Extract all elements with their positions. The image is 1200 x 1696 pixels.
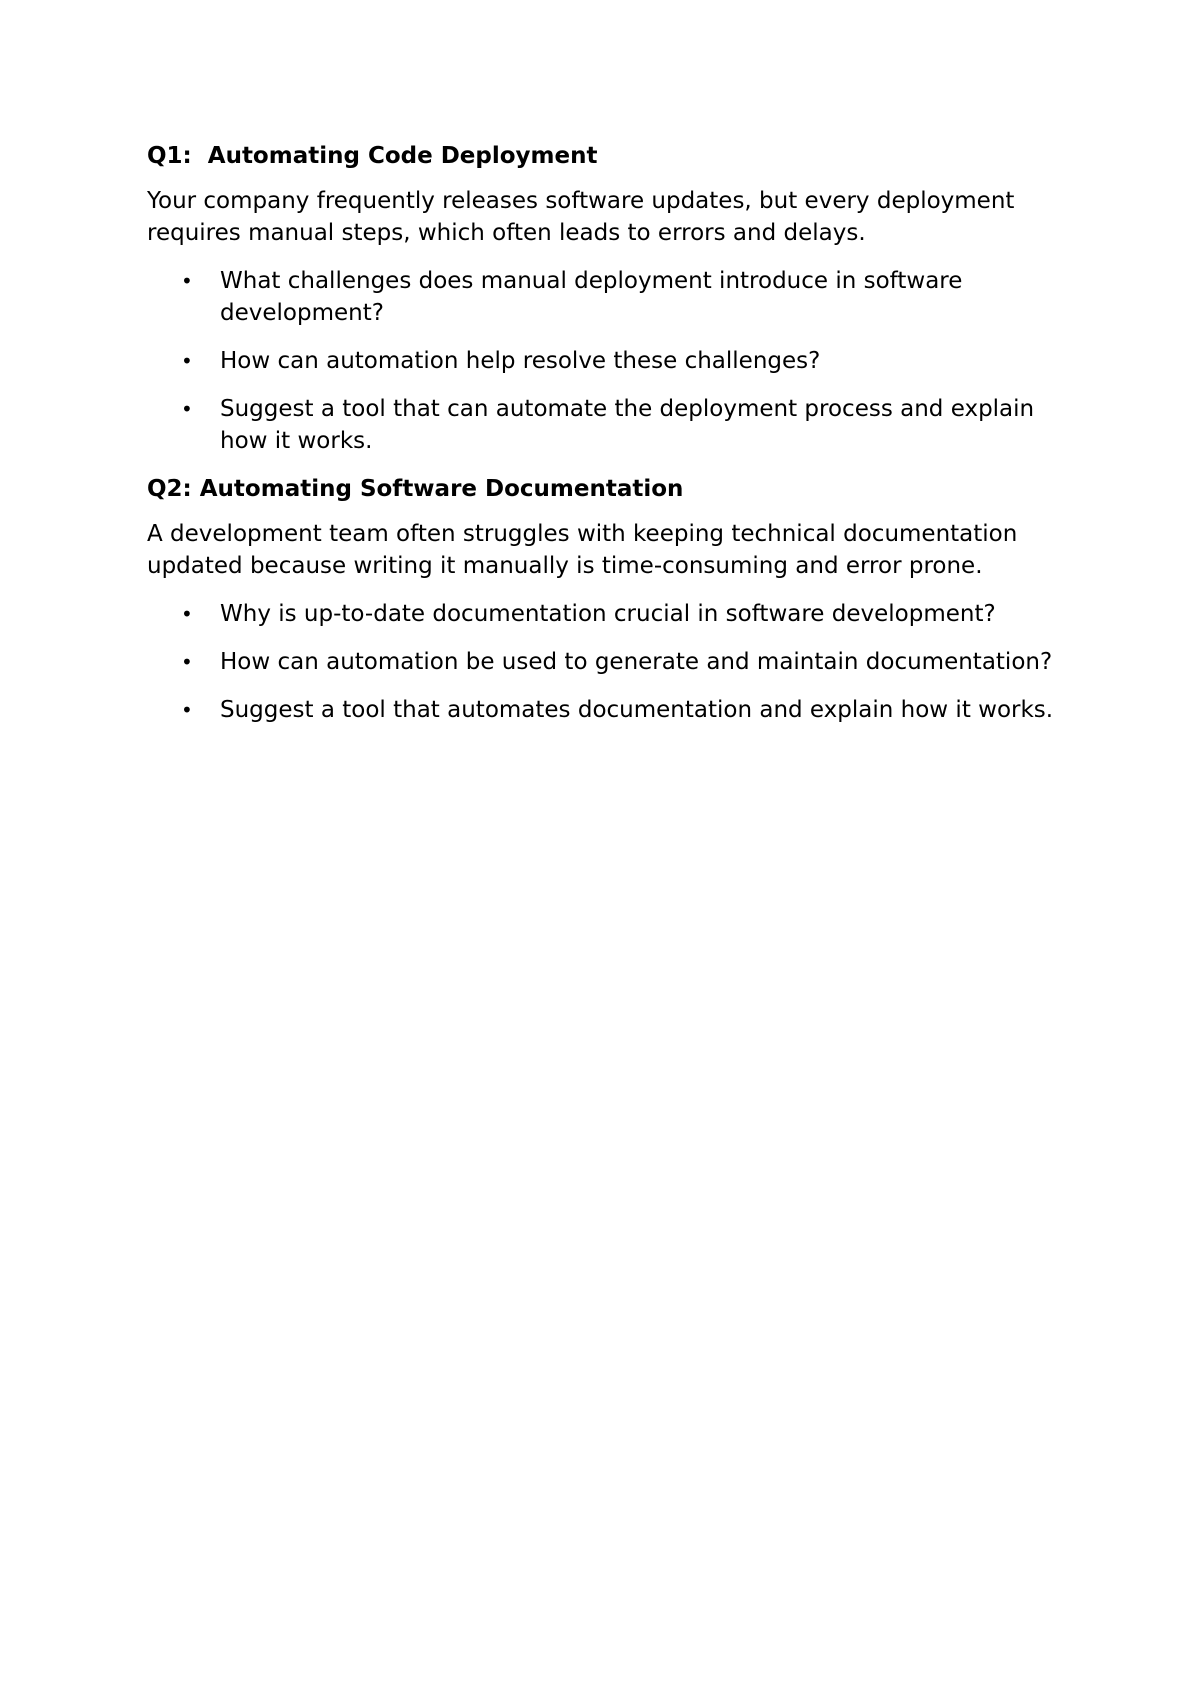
document-page <box>147 140 1067 742</box>
question-2-section <box>147 473 1067 726</box>
bullet-icon: • <box>181 602 193 626</box>
list-item-text: Suggest a tool that automates documentation and explain how it works. <box>220 697 1054 723</box>
list-item <box>147 265 1067 329</box>
question-1-heading: Q1: Automating Code Deployment <box>147 143 598 169</box>
question-2-scenario: A development team often struggles with keeping technical documentation updated because writing it manually is time-consuming and error prone. <box>147 521 1018 579</box>
list-item-text: Suggest a tool that can automate the deployment process and explain how it works. <box>220 396 1035 454</box>
list-item <box>147 345 1067 377</box>
list-item <box>147 598 1067 630</box>
question-1-scenario: Your company frequently releases software updates, but every deployment requires manual steps, which often leads to errors and delays. <box>147 188 1015 246</box>
list-item-text: How can automation help resolve these challenges? <box>220 348 821 374</box>
list-item <box>147 646 1067 678</box>
bullet-icon: • <box>181 349 193 373</box>
question-1-list <box>147 265 1067 457</box>
list-item-text: What challenges does manual deployment introduce in software development? <box>220 268 963 326</box>
bullet-icon: • <box>181 650 193 674</box>
list-item <box>147 694 1067 726</box>
list-item-text: Why is up-to-date documentation crucial in software development? <box>220 601 996 627</box>
list-item <box>147 393 1067 457</box>
bullet-icon: • <box>181 698 193 722</box>
bullet-icon: • <box>181 397 193 421</box>
list-item-text: How can automation be used to generate and maintain documentation? <box>220 649 1053 675</box>
question-2-list <box>147 598 1067 726</box>
question-2-heading: Q2: Automating Software Documentation <box>147 476 684 502</box>
question-1-section <box>147 140 1067 457</box>
bullet-icon: • <box>181 269 193 293</box>
